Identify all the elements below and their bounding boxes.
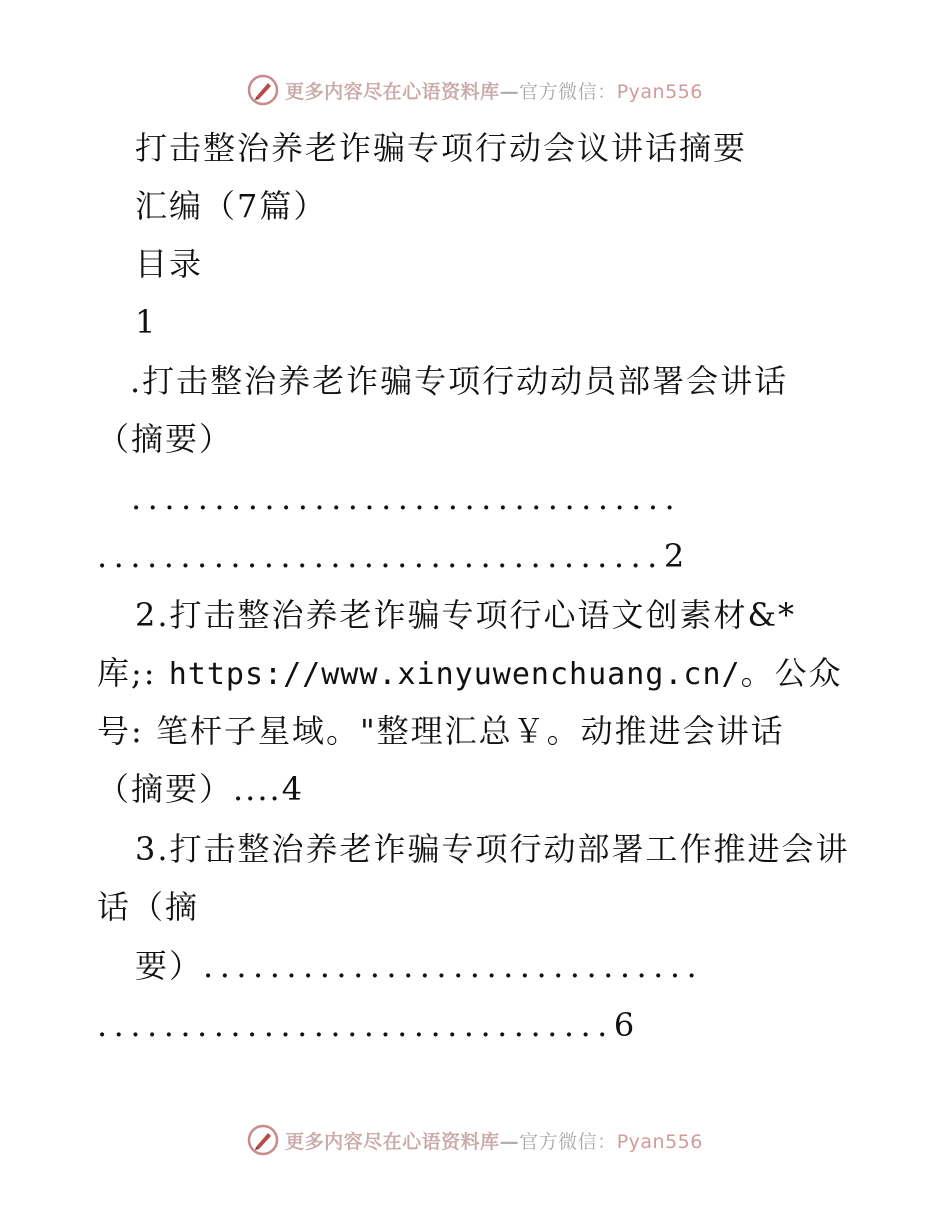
toc-item3-leader-cont: ............................... — [97, 1006, 614, 1044]
toc-heading: 目录 — [135, 245, 204, 283]
toc-item3-title-cont2 — [135, 946, 703, 986]
toc-item2-prefix: 库;: — [97, 654, 169, 692]
watermark-main: 更多内容尽在心语资料库 — [285, 1130, 500, 1153]
toc-item3-title: 3.打击整治养老诈骗专项行动部署工作推进会讲 — [135, 830, 850, 868]
toc-item2-title: 2.打击整治养老诈骗专项行心语文创素材&* — [135, 596, 797, 634]
watermark-dash: — — [499, 1130, 520, 1153]
doc-title-line1: 打击整治养老诈骗专项行动会议讲话摘要 — [135, 129, 748, 167]
toc-item1-leader-cont: .................................. — [97, 537, 664, 575]
watermark-sub: 官方微信： — [519, 80, 617, 103]
toc-item1-title-cont: （摘要） — [97, 420, 234, 458]
toc-item1-number: 1 — [135, 303, 158, 341]
toc-item1-page: 2 — [663, 537, 687, 575]
toc-item3-tail: 要） — [135, 947, 204, 985]
toc-item3-page: 6 — [613, 1006, 637, 1044]
watermark-sub: 官方微信： — [519, 1130, 617, 1153]
toc-item2-title-cont2: 号: 笔杆子星域。"整理汇总￥。动推进会讲话 — [97, 712, 785, 750]
toc-item1-leader: ................................. — [131, 479, 682, 517]
toc-item3-title-cont: 话（摘 — [97, 888, 200, 926]
watermark-id: Pyan556 — [616, 1130, 703, 1153]
watermark-id: Pyan556 — [616, 80, 703, 103]
watermark-text — [285, 1127, 703, 1154]
toc-item2-url: https://www.xinyuwenchuang.cn/ — [168, 657, 741, 692]
toc-item3-leader-row — [97, 1005, 636, 1045]
toc-item2-title-cont3: （摘要）....4 — [97, 770, 305, 808]
pen-logo-icon — [247, 1124, 279, 1156]
toc-item1-leader-row — [97, 536, 686, 576]
watermark-group — [247, 1124, 703, 1156]
watermark-main: 更多内容尽在心语资料库 — [285, 80, 500, 103]
toc-item3-leader: .............................. — [203, 947, 704, 985]
watermark-dash: — — [499, 80, 520, 103]
toc-item1-title: .打击整治养老诈骗专项行动动员部署会讲话 — [130, 362, 789, 400]
footer-watermark — [0, 1120, 950, 1160]
toc-item2-title-cont — [97, 653, 843, 695]
doc-title-line2: 汇编（7篇） — [135, 187, 328, 225]
toc-item2-suffix: 。公众 — [740, 654, 843, 692]
